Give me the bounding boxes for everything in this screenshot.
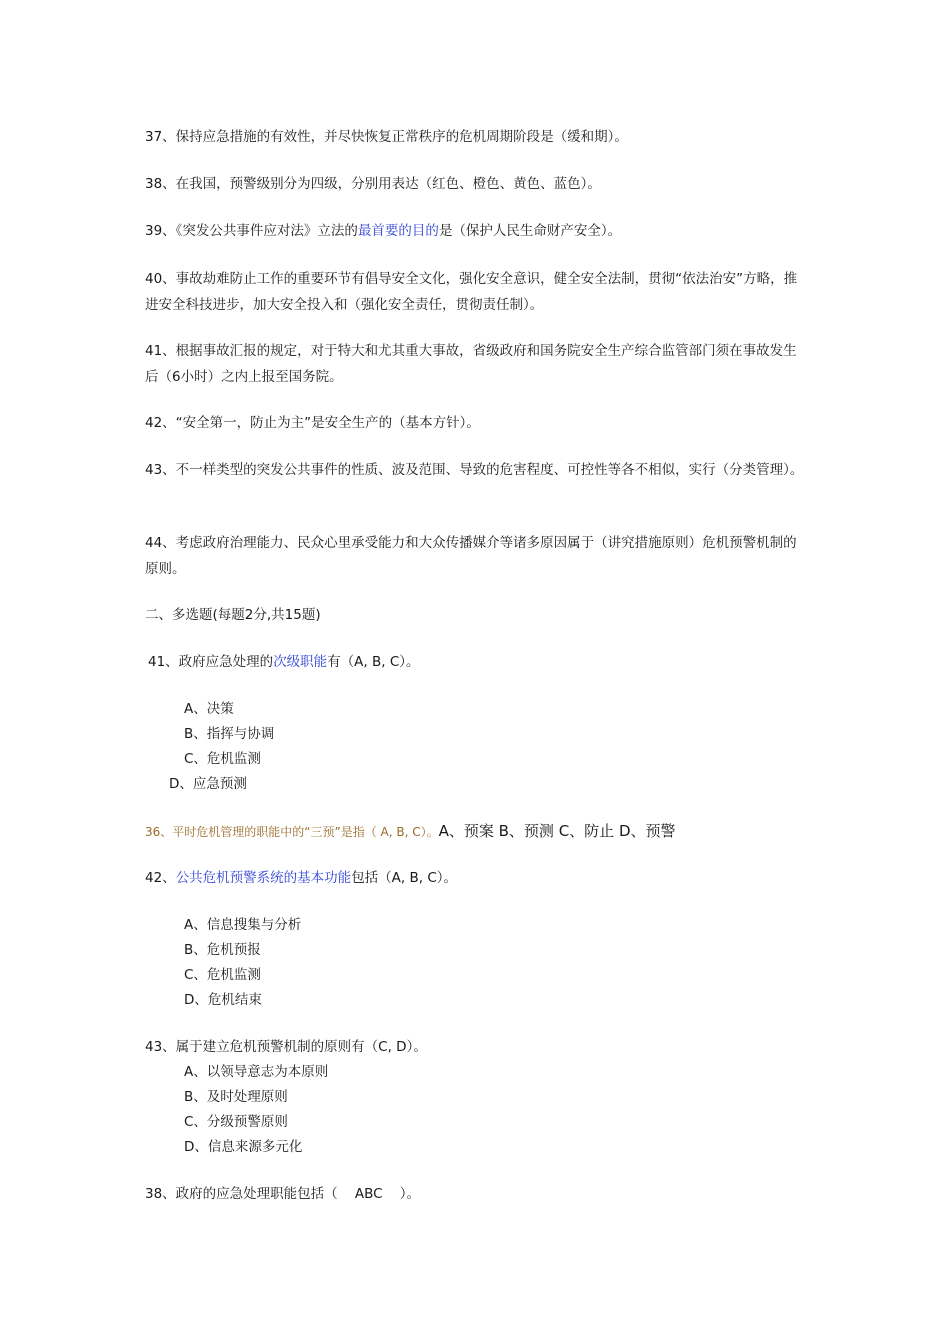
multi-question-42-pre: 42、 xyxy=(145,870,176,886)
multi-question-36-answers: A、预案 B、预测 C、防止 D、预警 xyxy=(438,822,676,840)
multi-question-38: 38、政府的应急处理职能包括（ ABC ）。 xyxy=(145,1186,420,1202)
option: B、指挥与协调 xyxy=(184,726,275,742)
question-39-highlight: 最首要的目的 xyxy=(357,223,439,239)
question-39 xyxy=(145,221,621,241)
question-39-post: 是（保护人民生命财产安全）。 xyxy=(438,223,622,239)
multi-question-41-pre: 41、政府应急处理的 xyxy=(148,654,274,670)
option: A、决策 xyxy=(184,701,234,717)
multi-question-42-highlight: 公共危机预警系统的基本功能 xyxy=(175,870,352,886)
option: B、危机预报 xyxy=(184,942,261,958)
multi-question-36 xyxy=(145,821,676,842)
question-42: 42、“安全第一，防止为主”是安全生产的（基本方针）。 xyxy=(145,415,480,431)
question-43: 43、不一样类型的突发公共事件的性质、波及范围、导致的危害程度、可控性等各不相似，实行（分类管理）。 xyxy=(145,462,804,478)
option: B、及时处理原则 xyxy=(184,1089,288,1105)
multi-question-41-highlight: 次级职能 xyxy=(273,654,328,670)
option: D、信息来源多元化 xyxy=(184,1139,303,1155)
option: C、危机监测 xyxy=(184,751,261,767)
question-40: 40、事故劫难防止工作的重要环节有倡导安全文化，强化安全意识，健全安全法制，贯彻“依法治安”方略，推进安全科技进步，加大安全投入和（强化安全责任，贯彻责任制）。 xyxy=(145,271,798,313)
option: A、信息搜集与分析 xyxy=(184,917,302,933)
section-heading-multi-choice: 二、多选题(每题2分,共15题) xyxy=(145,607,321,623)
multi-question-36-text: 36、平时危机管理的职能中的“三预”是指（ A, B, C）。 xyxy=(145,825,439,839)
question-37: 37、保持应急措施的有效性，并尽快恢复正常秩序的危机周期阶段是（缓和期）。 xyxy=(145,129,628,145)
multi-question-41 xyxy=(148,652,420,672)
question-39-pre: 39、《突发公共事件应对法》立法的 xyxy=(145,223,358,239)
question-41: 41、根据事故汇报的规定，对于特大和尤其重大事故，省级政府和国务院安全生产综合监管部门须在事故发生后（6小时）之内上报至国务院。 xyxy=(145,343,797,385)
multi-question-42-post: 包括（A, B, C）。 xyxy=(351,870,458,886)
option: C、危机监测 xyxy=(184,967,261,983)
option: C、分级预警原则 xyxy=(184,1114,288,1130)
option: D、应急预测 xyxy=(169,776,247,792)
multi-question-42 xyxy=(145,868,457,888)
question-44: 44、考虑政府治理能力、民众心里承受能力和大众传播媒介等诸多原因属于（讲究措施原则）危机预警机制的原则。 xyxy=(145,535,797,577)
option: A、以领导意志为本原则 xyxy=(184,1064,329,1080)
option: D、危机结束 xyxy=(184,992,262,1008)
multi-question-41-post: 有（A, B, C）。 xyxy=(327,654,420,670)
question-38: 38、在我国，预警级别分为四级，分别用表达（红色、橙色、黄色、蓝色）。 xyxy=(145,176,601,192)
multi-question-43: 43、属于建立危机预警机制的原则有（C, D）。 xyxy=(145,1039,427,1055)
